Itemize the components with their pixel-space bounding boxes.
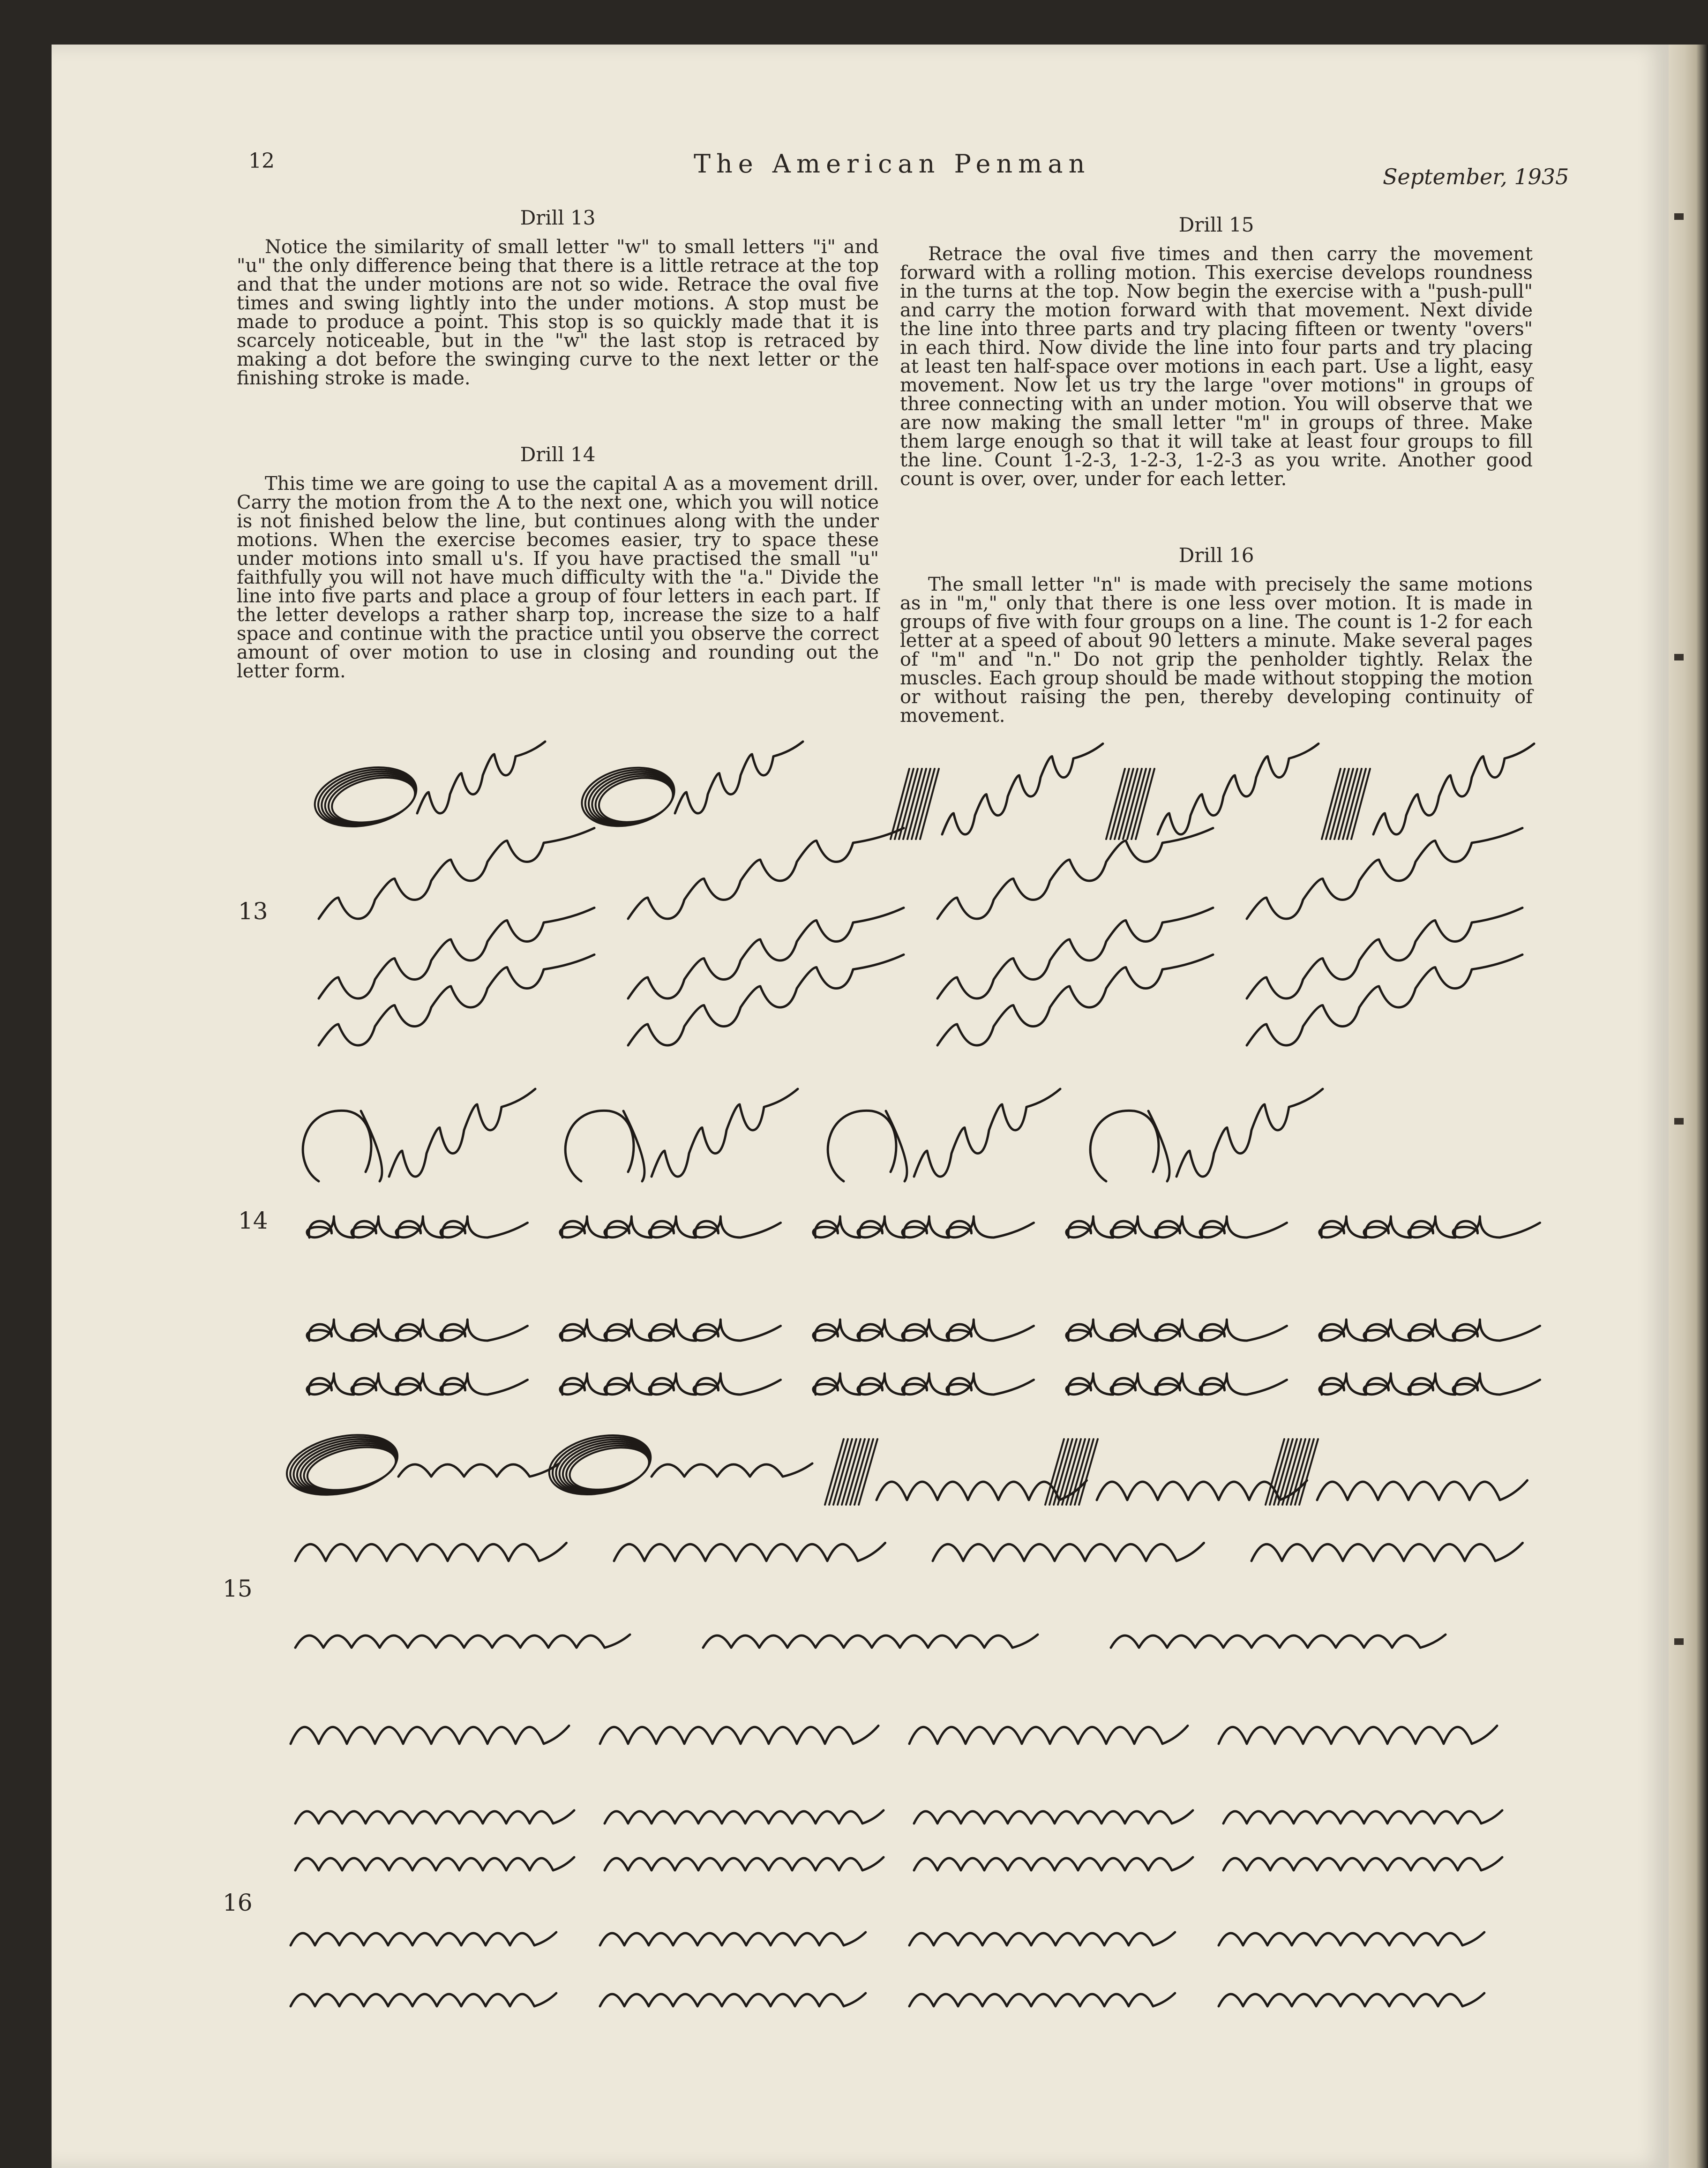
over-motion-group (295, 1543, 567, 1561)
over-motion-group (703, 1635, 1038, 1648)
plate-number-15: 15 (223, 1575, 253, 1602)
drill-14-text: This time we are going to use the capital A as a movement drill. Carry the motion from the A to the next one, which you will notice is not finished below the line, but continues along with the under motions. When the exercise becomes easier, try to space these under motions into small u's. If you have practised the small "u" faithfully you will not have much difficulty with the "a." Divide the line into five parts and place a group of four letters in each part. If the letter develops a rather sharp top, increase the size to a half space and continue with the practice until you observe the correct amount of over motion to use in closing and rounding out the letter form. (237, 473, 879, 682)
under-motion-stroke (942, 744, 1103, 835)
drill-13-heading: Drill 13 (520, 206, 596, 229)
under-motion-stroke (675, 742, 803, 813)
letter-m-group (605, 1810, 884, 1823)
letter-w-group (937, 828, 1213, 919)
capital-a-stroke (828, 1110, 907, 1181)
letter-m-group (1223, 1810, 1502, 1823)
letter-m-group (295, 1810, 574, 1823)
capital-a-stroke (1090, 1110, 1169, 1181)
letter-m-group (1223, 1857, 1502, 1870)
letter-m-group (605, 1857, 884, 1870)
plate-number-16: 16 (223, 1889, 253, 1916)
under-motion-stroke (417, 742, 545, 813)
letter-m-group (909, 1726, 1188, 1744)
letter-n-group (600, 1932, 866, 1945)
over-motion-group (1251, 1543, 1523, 1561)
over-motion-stroke (652, 1463, 812, 1477)
over-motion-group (614, 1543, 885, 1561)
letter-n-group (909, 1932, 1175, 1945)
letter-n-group (600, 1993, 866, 2006)
letter-w-group (319, 828, 594, 919)
letter-n-group (291, 1993, 556, 2006)
plate-number-13: 13 (238, 898, 268, 925)
letter-w-group (628, 955, 904, 1046)
letter-w-group (937, 908, 1213, 999)
letter-w-group (319, 908, 594, 999)
letter-a-group (1066, 1373, 1287, 1395)
letter-w-group (937, 955, 1213, 1046)
letter-w-group (628, 828, 904, 919)
under-motion-stroke (914, 1089, 1060, 1177)
under-motion-stroke (1158, 744, 1318, 835)
letter-a-group (813, 1216, 1034, 1238)
letter-w-group (1247, 828, 1522, 919)
letter-w-group (1247, 955, 1522, 1046)
under-motion-stroke (389, 1089, 535, 1177)
letter-w-group (319, 955, 594, 1046)
letter-m-group (295, 1857, 574, 1870)
letter-a-group (307, 1373, 528, 1395)
letter-m-group (291, 1726, 569, 1744)
letter-a-group (1066, 1216, 1287, 1238)
letter-a-group (813, 1373, 1034, 1395)
capital-a-stroke (303, 1110, 382, 1181)
letter-a-group (560, 1320, 781, 1341)
letter-a-group (307, 1320, 528, 1341)
letter-a-group (1319, 1216, 1540, 1238)
letter-a-group (1319, 1373, 1540, 1395)
push-pull-exercise (891, 769, 939, 839)
letter-m-group (914, 1810, 1193, 1823)
over-motion-group (933, 1543, 1204, 1561)
push-pull-exercise (825, 1439, 877, 1505)
under-motion-stroke (1176, 1089, 1323, 1177)
page-number: 12 (248, 149, 275, 173)
letter-a-group (1319, 1320, 1540, 1341)
drill-13-text: Notice the similarity of small letter "w" to small letters "i" and "u" the only difference being that there is a little retrace at the top and that the under motions are not so wide. Retrace the oval five times and swing lightly into the under motions. A stop must be made to produce a point. This stop is so quickly made that it is scarcely noticeable, but in the "w" the last stop is retraced by making a dot before the swinging curve to the next letter or the finishing stroke is made. (237, 236, 879, 389)
over-motion-group (295, 1635, 630, 1648)
letter-m-group (1219, 1726, 1497, 1744)
over-motion-group (1111, 1635, 1446, 1648)
journal-title: The American Penman (694, 149, 1091, 179)
drill-15-text: Retrace the oval five times and then carry the movement forward with a rolling motion. This exercise develops roundness in the turns at the top. Now begin the exercise with a "push-pull" and carry the motion forward with that movement. Next divide the line into three parts and try placing fifteen or twenty "overs" in each third. Now divide the line into four parts and try placing at least ten half-space over motions in each part. Use a light, easy movement. Now let us try the large "over motions" in groups of three connecting with an under motion. You will observe that we are now making the small letter "m" in groups of three. Make them large enough so that it will take at least four groups to fill the line. Count 1-2-3, 1-2-3, 1-2-3 as you write. Another good count is over, over, under for each letter. (900, 243, 1533, 490)
letter-m-group (914, 1857, 1193, 1870)
push-pull-exercise (1322, 769, 1370, 839)
capital-a-stroke (565, 1110, 644, 1181)
letter-m-group (600, 1726, 878, 1744)
letter-a-group (1066, 1320, 1287, 1341)
issue-date: September, 1935 (1383, 164, 1569, 189)
under-motion-stroke (1373, 744, 1534, 835)
under-motion-stroke (652, 1089, 798, 1177)
letter-w-group (1247, 908, 1522, 999)
letter-a-group (307, 1216, 528, 1238)
plate-number-14: 14 (238, 1207, 268, 1234)
letter-a-group (560, 1216, 781, 1238)
letter-w-group (628, 908, 904, 999)
drill-16-heading: Drill 16 (1178, 544, 1254, 567)
over-motion-stroke (398, 1463, 559, 1477)
push-pull-exercise (1106, 769, 1154, 839)
letter-n-group (1219, 1932, 1484, 1945)
drill-16-text: The small letter "n" is made with precisely the same motions as in "m," only that there is one less over motion. It is made in groups of five with four groups on a line. The count is 1-2 for each letter at a speed of about 90 letters a minute. Make several pages of "m" and "n." Do not grip the penholder tightly. Relax the muscles. Each group should be made without stopping the motion or without raising the pen, thereby developing continuity of movement. (900, 574, 1533, 727)
drill-14-heading: Drill 14 (520, 443, 596, 466)
letter-a-group (560, 1373, 781, 1395)
letter-n-group (1219, 1993, 1484, 2006)
drill-15-heading: Drill 15 (1178, 213, 1254, 236)
letter-n-group (291, 1932, 556, 1945)
letter-n-group (909, 1993, 1175, 2006)
over-motion-stroke (1317, 1480, 1528, 1500)
letter-a-group (813, 1320, 1034, 1341)
